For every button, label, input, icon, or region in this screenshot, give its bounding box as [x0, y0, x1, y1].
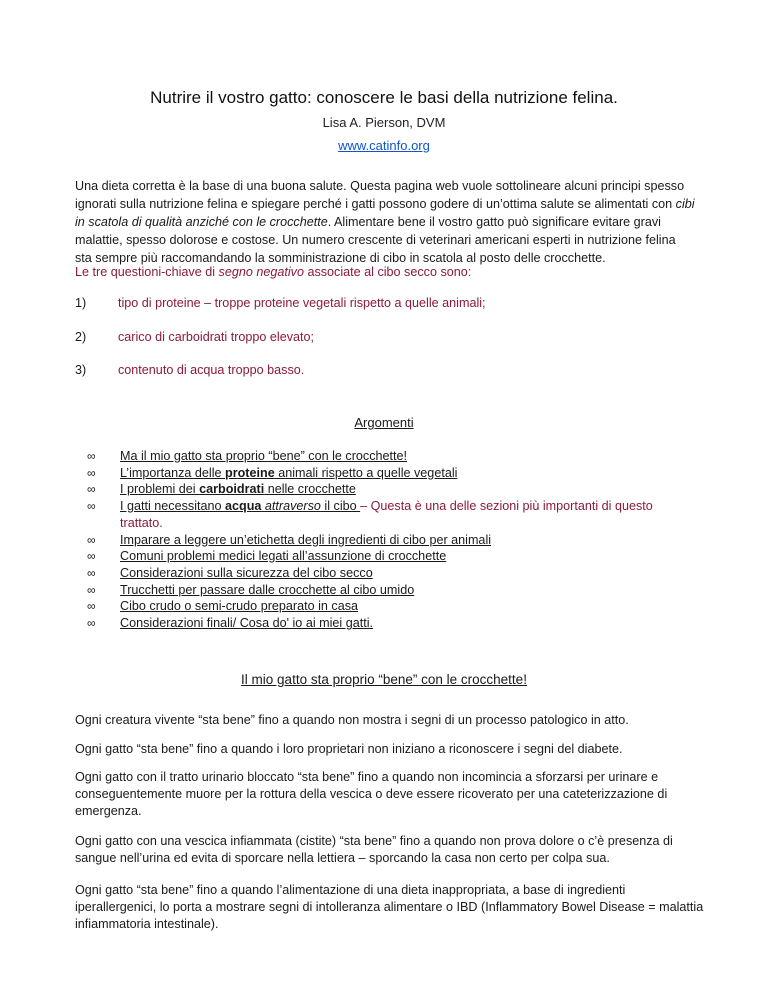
topic-item[interactable] [87, 615, 687, 632]
infinity-bullet-icon: ∞ [87, 482, 96, 497]
website-link[interactable]: www.catinfo.org [338, 138, 430, 153]
topic-bold: proteine [225, 465, 275, 480]
infinity-bullet-icon: ∞ [87, 549, 96, 564]
topic-link[interactable]: Trucchetti per passare dalle crocchette al cibo umido [120, 582, 415, 597]
infinity-bullet-icon: ∞ [87, 565, 96, 580]
section-heading: Il mio gatto sta proprio “bene” con le crocchette! [241, 672, 527, 687]
topics-list [87, 448, 687, 632]
topic-link[interactable]: Ma il mio gatto sta proprio “bene” con le crocchette! [120, 449, 407, 463]
intro-text-2: . Alimentare bene il vostro gatto può significare evitare gravi malattie, spesso dolorose e costose. Un numero crescente di veterinari americani esperti in nutrizione felina sta sempre più raccomandando la somministrazione di cibo in scatola al posto delle crocchette. [75, 215, 676, 265]
topic-item[interactable] [87, 565, 687, 582]
topic-italic: attraverso [264, 499, 321, 514]
topics-heading: Argomenti [354, 415, 414, 430]
intro-italic: cibi in scatola di qualità anziché con le crocchette [75, 197, 695, 229]
author-name: Lisa A. Pierson, DVM [322, 115, 446, 130]
section-paragraph: Ogni gatto “sta bene” fino a quando i loro proprietari non iniziano a riconoscere i segni del diabete. [75, 742, 623, 756]
topic-text: L’importanza delle [120, 465, 226, 480]
topic-link[interactable] [120, 466, 457, 480]
topic-item[interactable] [87, 498, 687, 531]
topic-link[interactable]: Imparare a leggere un’etichetta degli ingredienti di cibo per animali [120, 532, 492, 547]
topic-bold: carboidrati [199, 482, 265, 497]
topic-text: I problemi dei [120, 482, 200, 497]
question-text: contenuto di acqua troppo basso. [118, 363, 305, 377]
topic-item[interactable] [87, 481, 687, 498]
key-questions-text-end: associate al cibo secco sono: [303, 265, 472, 279]
topic-bold: acqua [225, 499, 262, 514]
topic-link[interactable]: Cibo crudo o semi-crudo preparato in casa [120, 599, 359, 614]
question-text: carico di carboidrati troppo elevato; [118, 330, 315, 344]
section-paragraph: Ogni gatto con il tratto urinario bloccato “sta bene” fino a quando non incomincia a sforzarsi per urinare e conseguentemente muore per la rottura della vescica o deve essere ricoverato per una cateterizzazione di emergenza. [75, 770, 668, 818]
topic-link[interactable]: Considerazioni sulla sicurezza del cibo secco [120, 565, 373, 580]
intro-paragraph [75, 177, 695, 267]
section-paragraph: Ogni creatura vivente “sta bene” fino a quando non mostra i segni di un processo patologico in atto. [75, 713, 629, 727]
topic-link[interactable]: Comuni problemi medici legati all’assunzione di crocchette [120, 549, 447, 564]
infinity-bullet-icon: ∞ [87, 616, 96, 631]
topic-item[interactable] [87, 548, 687, 565]
topic-text: I gatti necessitano [120, 499, 226, 514]
infinity-bullet-icon: ∞ [87, 499, 96, 514]
question-number: 2) [75, 330, 87, 344]
topic-link[interactable] [120, 499, 360, 513]
topic-link[interactable]: Considerazioni finali/ Cosa do' io ai miei gatti. [120, 616, 374, 631]
intro-text-1: Una dieta corretta è la base di una buona salute. Questa pagina web vuole sottolineare alcuni principi spesso ignorati sulla nutrizione felina e spiegare perché i gatti possono godere di un’ottima salute se alimentati con [75, 179, 685, 211]
section-paragraph: Ogni gatto “sta bene” fino a quando l’alimentazione di una dieta inappropriata, a base di ingredienti iperallergenici, lo porta a mostrare segni di intolleranza alimentare o IBD (Inflammatory Bowel Disease = malattia infiammatoria intestinale). [75, 883, 704, 931]
question-number: 3) [75, 363, 87, 377]
topic-text: nelle crocchette [264, 482, 356, 497]
infinity-bullet-icon: ∞ [87, 465, 96, 480]
question-number: 1) [75, 296, 87, 310]
topic-text: il cibo [320, 499, 361, 514]
question-text: tipo di proteine – troppe proteine vegetali rispetto a quelle animali; [118, 296, 486, 310]
topic-item[interactable] [87, 598, 687, 615]
infinity-bullet-icon: ∞ [87, 582, 96, 597]
topic-link[interactable] [120, 482, 356, 496]
topic-item[interactable] [87, 465, 687, 482]
topic-note: – Questa è una delle sezioni più importanti di questo trattato. [120, 499, 653, 530]
topic-item[interactable] [87, 448, 687, 465]
website-line [0, 138, 768, 153]
infinity-bullet-icon: ∞ [87, 449, 96, 463]
key-questions-italic: segno negativo [218, 265, 304, 279]
document-title: Nutrire il vostro gatto: conoscere le basi della nutrizione felina. [150, 88, 618, 107]
topic-item[interactable] [87, 582, 687, 599]
infinity-bullet-icon: ∞ [87, 599, 96, 614]
key-questions-intro [75, 265, 471, 279]
topic-item[interactable] [87, 532, 687, 549]
infinity-bullet-icon: ∞ [87, 532, 96, 547]
section-paragraph: Ogni gatto con una vescica infiammata (cistite) “sta bene” fino a quando non prova dolore o c’è presenza di sangue nell’urina ed evita di sporcare nella lettiera – sporcando la casa non certo per colpa sua. [75, 834, 673, 865]
topic-text: animali rispetto a quelle vegetali [274, 465, 458, 480]
key-questions-text: Le tre questioni-chiave di [75, 265, 219, 279]
